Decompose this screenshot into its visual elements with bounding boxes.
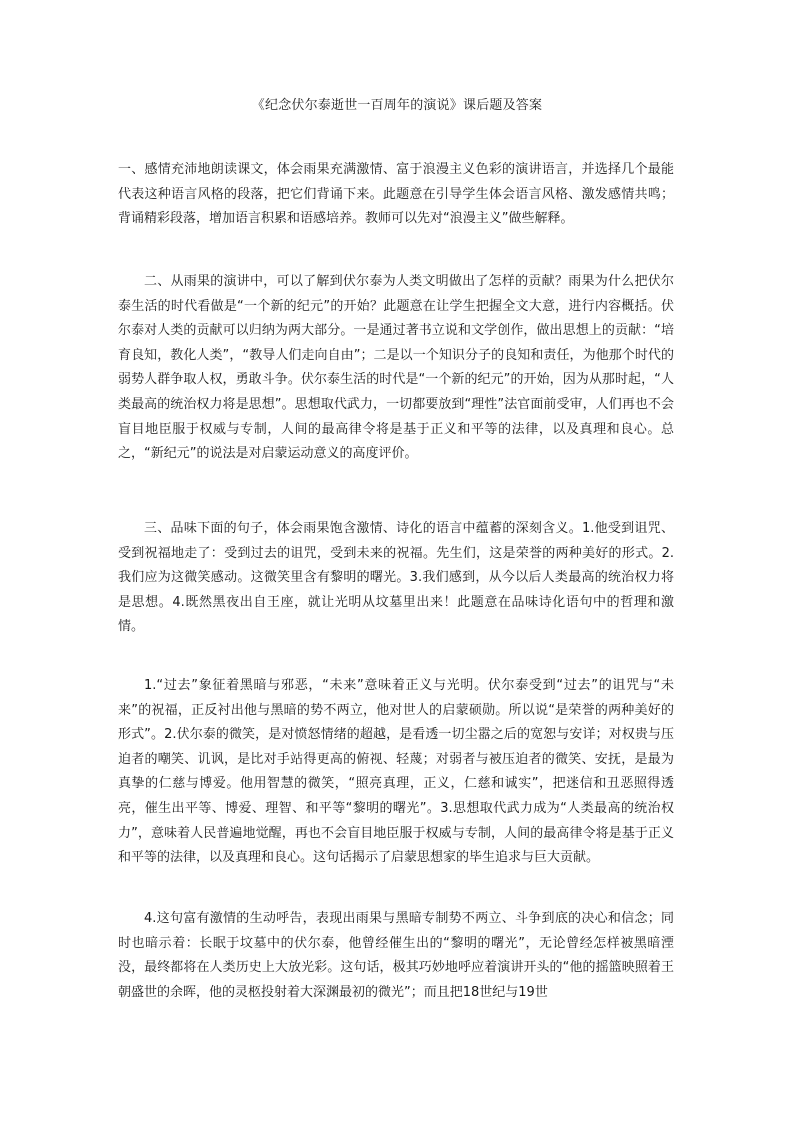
answer-1-3-paragraph: 1.“过去”象征着黑暗与邪恶，“未来”意味着正义与光明。伏尔泰受到“过去”的诅咒与“未来”的祝福，正反衬出他与黑暗的势不两立，他对世人的启蒙硕勋。所以说“是荣誉的两种美好的形式”。2.伏尔泰的微笑，是对愤怒情绪的超越，是看透一切尘嚣之后的宽恕与安详；对权贵与压迫者的嘲笑、讥讽，是比对手站得更高的俯视、轻蔑；对弱者与被压迫者的微笑、安抚，是最为真挚的仁慈与博爱。他用智慧的微笑，“照亮真理，正义，仁慈和诚实”，把迷信和丑恶照得透亮，催生出平等、博爱、理智、和平等“黎明的曙光”。3.思想取代武力成为“人类最高的统治权力”，意味着人民普遍地觉醒，再也不会盲目地臣服于权威与专制，人间的最高律令将是基于正义和平等的法律，以及真理和良心。这句话揭示了启蒙思想家的毕生追求与巨大贡献。 — [118, 678, 674, 866]
document-title: 《纪念伏尔泰逝世一百周年的演说》课后题及答案 — [251, 98, 543, 113]
answer-4-paragraph: 4.这句富有激情的生动呼告，表现出雨果与黑暗专制势不两立、斗争到底的决心和信念；同时也暗示着：长眠于坟墓中的伏尔泰，他曾经催生出的“黎明的曙光”，无论曾经怎样被黑暗湮没，最终都将在人类历史上大放光彩。这句话，极其巧妙地呼应着演讲开头的“他的摇篮映照着王朝盛世的余晖，他的灵柩投射着大深渊最初的微光”；而且把18世纪与19世 — [118, 911, 674, 1000]
question-3-paragraph: 三、品味下面的句子，体会雨果饱含激情、诗化的语言中蕴蓄的深刻含义。1.他受到诅咒、受到祝福地走了：受到过去的诅咒，受到未来的祝福。先生们，这是荣誉的两种美好的形式。2.我们应为这微笑感动。这微笑里含有黎明的曙光。3.我们感到，从今以后人类最高的统治权力将是思想。4.既然黑夜出自王座，就让光明从坟墓里出来！此题意在品味诗化语句中的哲理和激情。 — [118, 521, 674, 635]
question-2-paragraph: 二、从雨果的演讲中，可以了解到伏尔泰为人类文明做出了怎样的贡献？雨果为什么把伏尔泰生活的时代看做是“一个新的纪元”的开始？此题意在让学生把握全文大意，进行内容概括。伏尔泰对人类的贡献可以归纳为两大部分。一是通过著书立说和文学创作，做出思想上的贡献：“培育良知，教化人类”，“教导人们走向自由”；二是以一个知识分子的良知和责任，为他那个时代的弱势人群争取人权，勇敢斗争。伏尔泰生活的时代是“一个新的纪元”的开始，因为从那时起，“人类最高的统治权力将是思想”。思想取代武力，一切都要放到“理性”法官面前受审，人们再也不会盲目地臣服于权威与专制，人间的最高律令将是基于正义和平等的法律，以及真理和良心。总之，“新纪元”的说法是对启蒙运动意义的高度评价。 — [118, 274, 674, 462]
question-1-paragraph: 一、感情充沛地朗读课文，体会雨果充满激情、富于浪漫主义色彩的演讲语言，并选择几个最能代表这种语言风格的段落，把它们背诵下来。此题意在引导学生体会语言风格、激发感情共鸣；背诵精彩段落，增加语言积累和语感培养。教师可以先对“浪漫主义”做些解释。 — [118, 162, 674, 227]
